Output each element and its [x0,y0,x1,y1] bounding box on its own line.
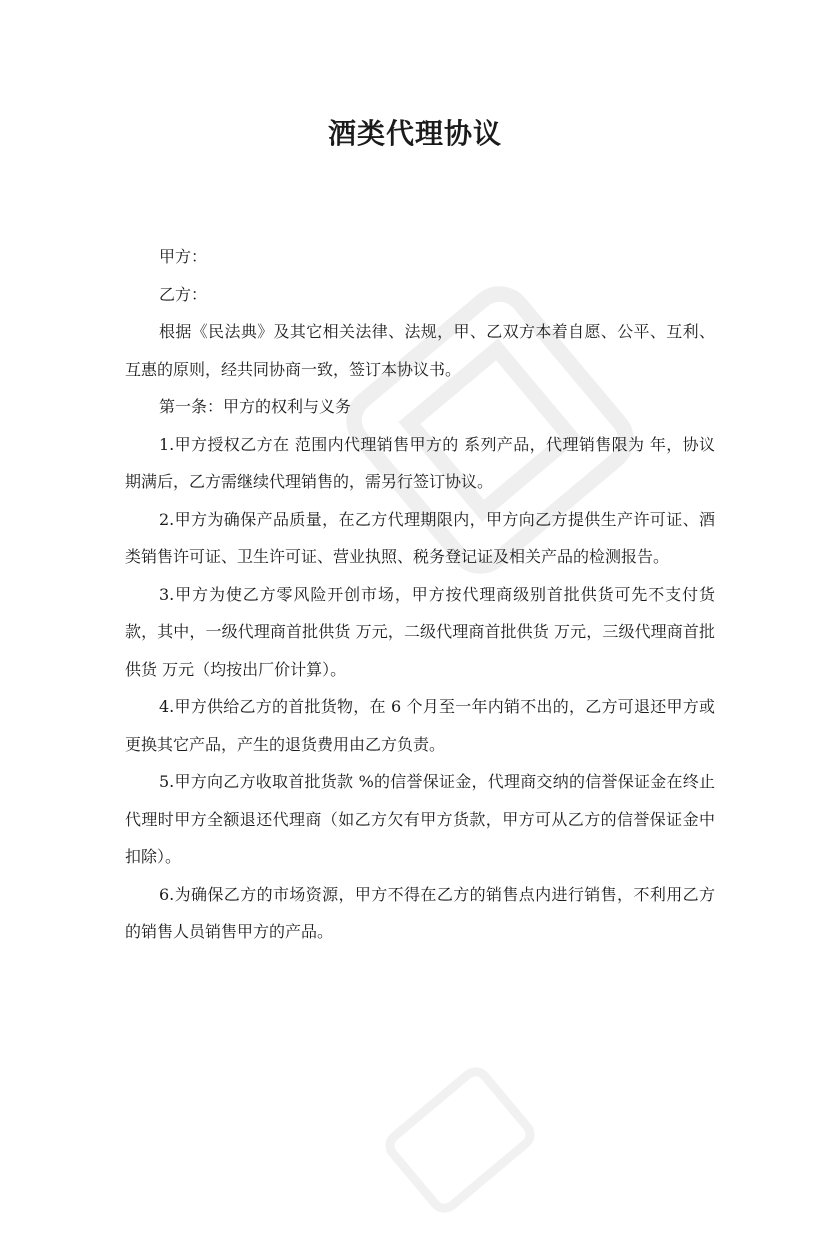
document-body [125,238,715,951]
article-heading: 第一条：甲方的权利与义务 [159,397,352,416]
party-b-line: 乙方： [159,284,208,304]
document-title: 酒类代理协议 [327,117,502,150]
clause-2: 2.甲方为确保产品质量，在乙方代理期限内，甲方向乙方提供生产许可证、酒类销售许可证、卫生许可证、营业执照、税务登记证及相关产品的检测报告。 [125,509,715,566]
clause-6: 6.为确保乙方的市场资源，甲方不得在乙方的销售点内进行销售，不利用乙方的销售人员销售甲方的产品。 [125,884,715,941]
clause-1: 1.甲方授权乙方在 范围内代理销售甲方的 系列产品，代理销售限为 年，协议期满后，乙方需继续代理销售的，需另行签订协议。 [125,434,715,491]
clause-4: 4.甲方供给乙方的首批货物，在 6 个月至一年内销不出的，乙方可退还甲方或更换其它产品，产生的退货费用由乙方负责。 [125,697,715,754]
party-a-line: 甲方： [159,247,208,266]
preamble-paragraph: 根据《民法典》及其它相关法律、法规，甲、乙双方本着自愿、公平、互利、互惠的原则，经共同协商一致，签订本协议书。 [125,322,715,379]
clause-3: 3.甲方为使乙方零风险开创市场，甲方按代理商级别首批供货可先不支付货款，其中，一级代理商首批供货 万元，二级代理商首批供货 万元，三级代理商首批供货 万元（均按出厂价计算）。 [125,584,715,679]
clause-5: 5.甲方向乙方收取首批货款 %的信誉保证金，代理商交纳的信誉保证金在终止代理时甲方全额退还代理商（如乙方欠有甲方货款，甲方可从乙方的信誉保证金中扣除）。 [125,772,715,866]
watermark-logo-icon-bottom [360,1043,560,1237]
